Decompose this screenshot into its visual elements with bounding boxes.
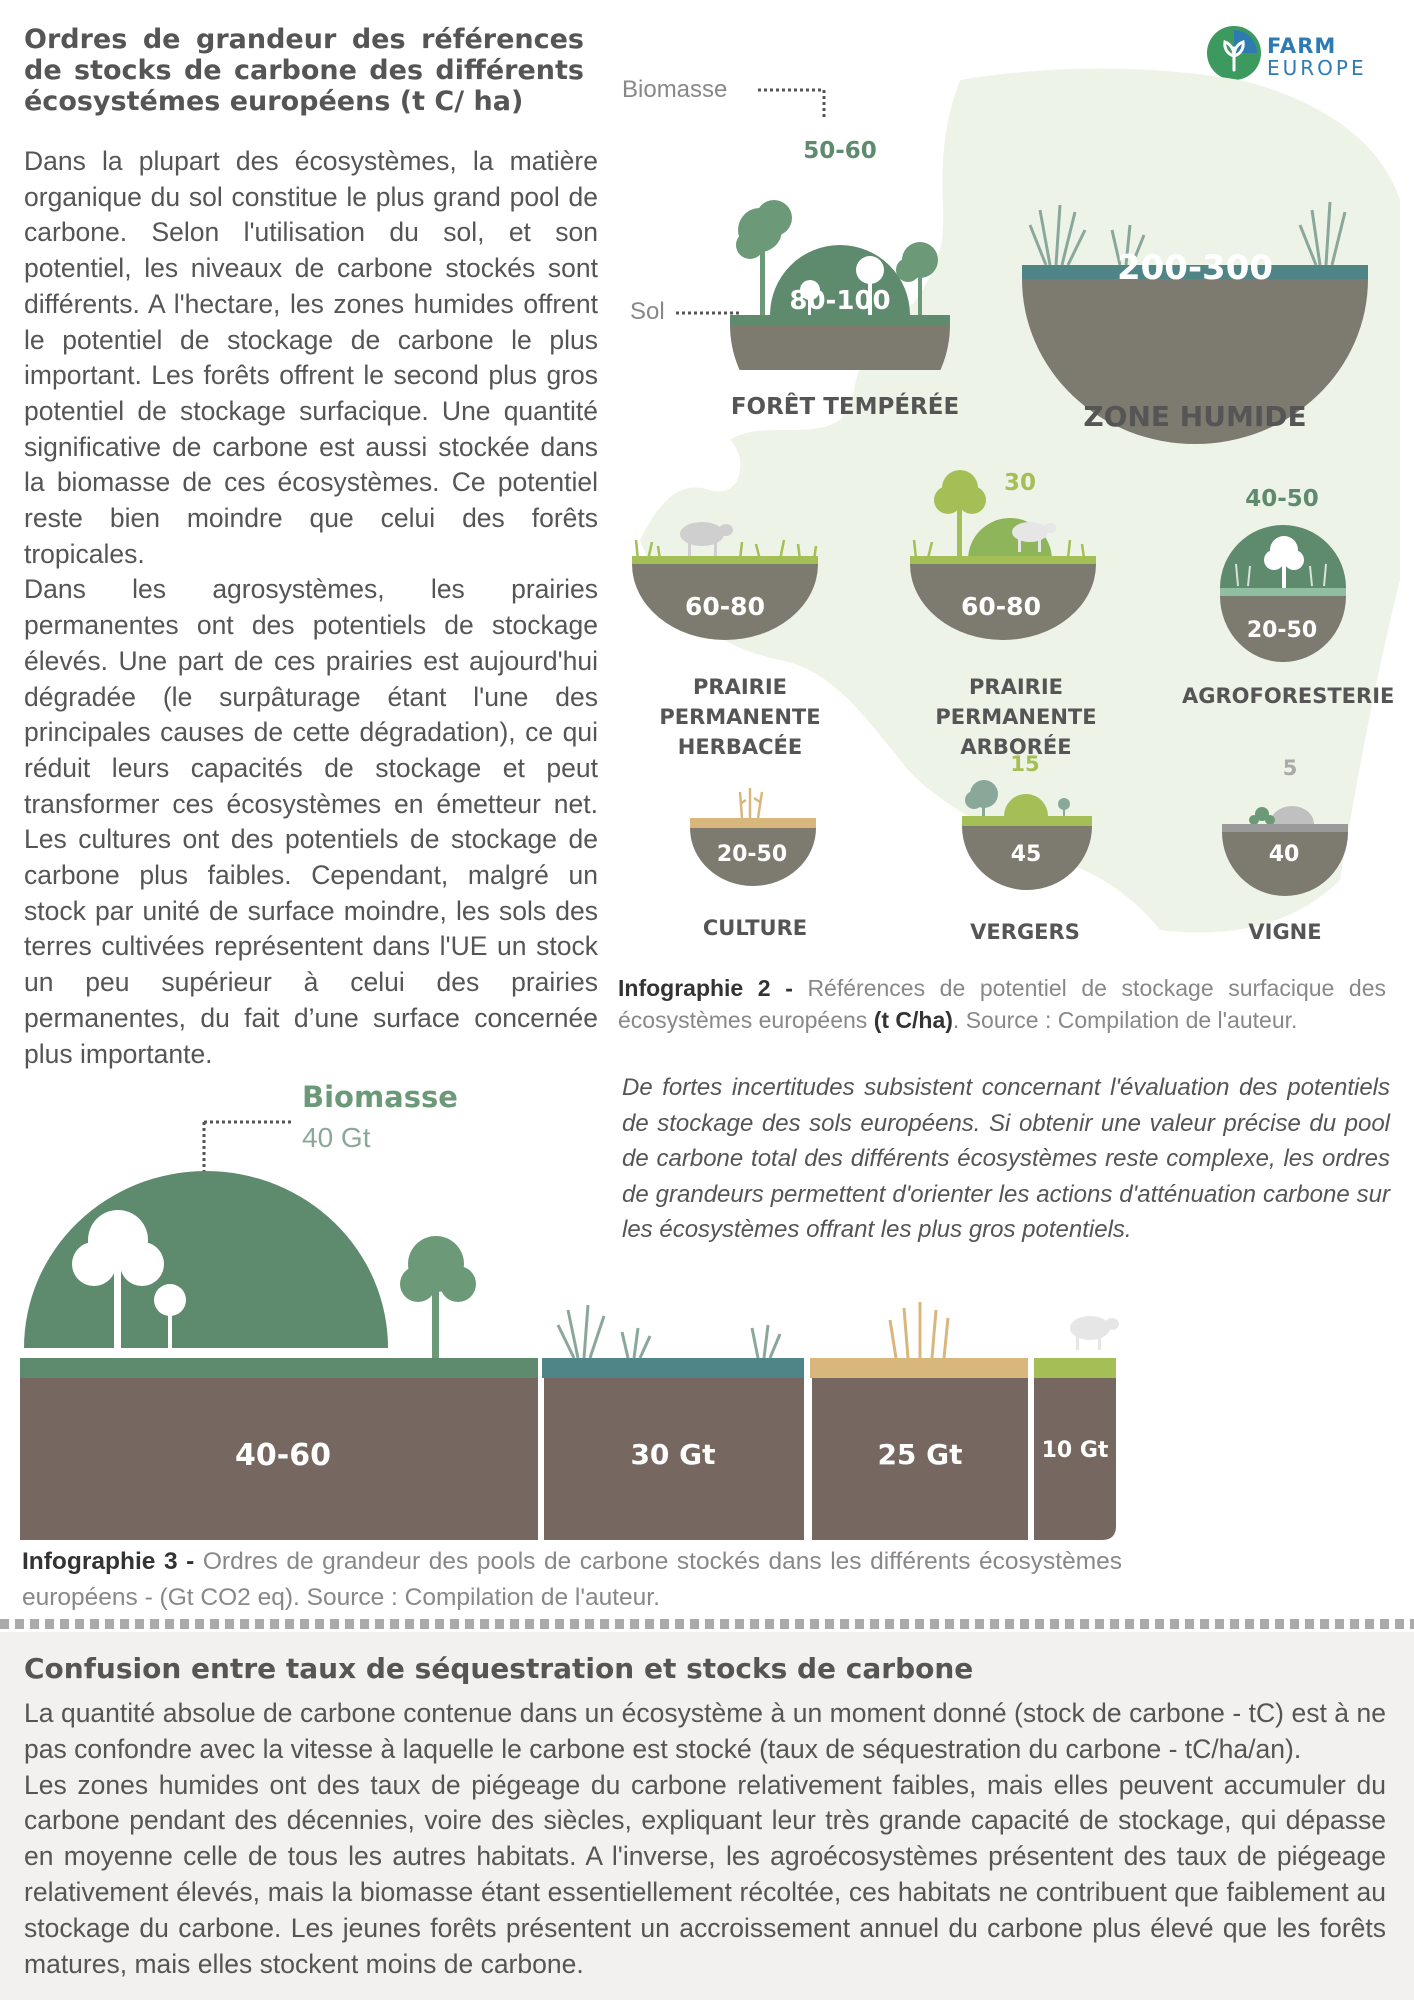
sequestration-text [24,1696,1386,1982]
uncertainty-note: De fortes incertitudes subsistent concernant l'évaluation des potentiels de stockage des sols européens. Si obtenir une valeur précise du pool de carbone total des différents écosystèmes reste complexe, les ordres de grandeurs permettent d'orienter les actions d'atténuation carbone sur les écosystèmes offrant les plus gros potentiels. [622,1074,1390,1244]
logo-text-europe: EUROPE [1267,56,1367,80]
vigne-biomass-value: 5 [1282,756,1298,780]
prairie-arboree-label [886,672,1146,762]
pool-forest-value: 40-60 [235,1438,331,1473]
prairie-herbacee-label-line2: HERBACÉE [677,735,803,759]
infographic-3-caption [22,1544,1122,1616]
intro-paragraph-1: Dans la plupart des écosystèmes, la matière organique du sol constitue le plus grand pool de carbone. Selon l'utilisation du sol, et son potentiel, les niveaux de carbone stockés sont différents. A l'hectare, les zones humides offrent le potentiel de stockage de carbone le plus important. Les forêts offrent le second plus gros potentiel de stockage surfacique. Une quantité significative de carbone est aussi stockée dans la biomasse de ces écosystèmes. Ce potentiel reste bien moindre que celui des forêts tropicales. [24,146,598,569]
foret-soil-value: 80-100 [789,286,891,316]
prairie-arboree-biomass-value: 30 [1003,470,1036,496]
sequestration-title: Confusion entre taux de séquestration et stocks de carbone [24,1652,974,1685]
reed-icon [558,1305,780,1358]
agroforesterie-soil-value: 20-50 [1246,618,1318,643]
caption-3-text: Ordres de grandeur des pools de carbone stockés dans les différents écosystèmes européens - (Gt CO2 eq). Source : Compilation de l'auteur. [22,1548,1122,1611]
pool-crop-value: 25 Gt [877,1438,963,1471]
intro-text [24,144,598,1072]
zone-humide-label: ZONE HUMIDE [1083,400,1307,433]
vigne-soil-value: 40 [1268,842,1300,867]
dashed-divider [0,1618,1414,1630]
culture-label: CULTURE [702,916,808,940]
wheat-icon [890,1302,948,1358]
caption-2-text: Références de potentiel de stockage surfacique des écosystèmes européens [618,975,1386,1033]
caption-2-source: . Source : Compilation de l'auteur. [952,1007,1298,1033]
foret-label: FORÊT TEMPÉRÉE [730,394,960,420]
caption-3-bold: Infographie 3 - [22,1548,195,1575]
prairie-arboree-soil-value: 60-80 [961,592,1041,621]
foret-temperee-bowl [730,150,950,370]
prairie-herbacee-bowl [630,500,820,660]
pool-wetland-value: 30 Gt [630,1438,716,1471]
caption-2-bold: Infographie 2 - [618,975,793,1001]
prairie-herbacee-label-line1: PRAIRIE PERMANENTE [659,675,821,729]
prairie-arboree-label-line1: PRAIRIE PERMANENTE [935,675,1097,729]
sequestration-box [0,1632,1414,2000]
biomass-title: Biomasse [302,1080,458,1114]
infographic-2 [600,60,1400,960]
intro-paragraph-2: Dans les agrosystèmes, les prairies permanentes ont des potentiels de stockage élevés. Une part de ces prairies est aujourd'hui dégradée (le surpâturage étant l'une des principales causes de cette dégradation), ce qui réduit leurs capacités de stockage et peut transformer ces écosystèmes en émetteur net. Les cultures ont des potentiels de stockage de carbone plus faibles. Cependant, malgré un stock par unité de surface moindre, les sols des terres cultivées représentent dans l'UE un stock un peu supérieur à celui des prairies permanentes, du fait d’une surface concernée plus importante. [24,574,598,1069]
agroforesterie-biomass-value: 40-50 [1245,486,1319,512]
infographic-3 [18,1080,1128,1550]
biomasse-annotation: Biomasse [622,76,728,103]
prairie-herbacee-label [610,672,870,762]
caption-2-unit: (t C/ha) [873,1007,953,1033]
vigne-bowl [1220,780,1350,900]
vergers-bowl [960,760,1094,900]
biomass-value: 40 Gt [302,1122,371,1153]
vergers-label: VERGERS [970,920,1080,944]
vigne-label: VIGNE [1248,920,1322,944]
foret-biomass-value: 50-60 [803,138,877,164]
prairie-arboree-label-line2: ARBORÉE [960,735,1072,759]
prairie-herbacee-soil-value: 60-80 [685,592,765,621]
agroforesterie-bowl [1218,520,1348,670]
sol-annotation: Sol [630,298,665,325]
vine-icon [1249,807,1275,825]
wheat-icon [740,788,762,818]
tree-icon [400,1236,476,1370]
vergers-soil-value: 45 [1010,842,1042,867]
sequestration-paragraph-1: La quantité absolue de carbone contenue dans un écosystème à un moment donné (stock de carbone - tC) est à ne pas confondre avec la vitesse à laquelle le carbone est stocké (taux de séquestration du carbone - tC/ha/an). [24,1698,1386,1764]
logo-text-farm: FARM [1267,34,1337,58]
page-title: Ordres de grandeur des références de stocks de carbone des différents écosystémes européens (t C/ ha) [24,24,584,117]
agroforesterie-label: AGROFORESTERIE [1182,684,1395,708]
vergers-biomass-value: 15 [1010,752,1040,776]
zone-humide-soil-value: 200-300 [1116,248,1274,288]
carbon-pools-illustration [18,1080,1128,1550]
sheep-icon [680,522,733,556]
culture-soil-value: 20-50 [716,842,788,867]
infographic-2-caption [618,972,1386,1036]
sheep-icon [1070,1316,1119,1350]
culture-bowl [688,780,818,890]
sequestration-paragraph-2: Les zones humides ont des taux de piégeage du carbone relativement faibles, mais elles peuvent accumuler du carbone pendant des décennies, voire des siècles, expliquant leur très grande capacité de stockage, qui dépasse en moyenne celle de tous les autres habitats. A l'inverse, les agroécosystèmes présentent des taux de piégeage relativement élevés, mais la biomasse étant essentiellement récoltée, ces habitats ne contribuent que faiblement au stockage du carbone. Les jeunes forêts présentent un accroissement annuel du carbone plus élevé que les forêts matures, mais elles stockent moins de carbone. [24,1769,1386,1979]
pool-grassland-value: 10 Gt [1041,1438,1109,1463]
biomasse-pointer [756,88,828,122]
